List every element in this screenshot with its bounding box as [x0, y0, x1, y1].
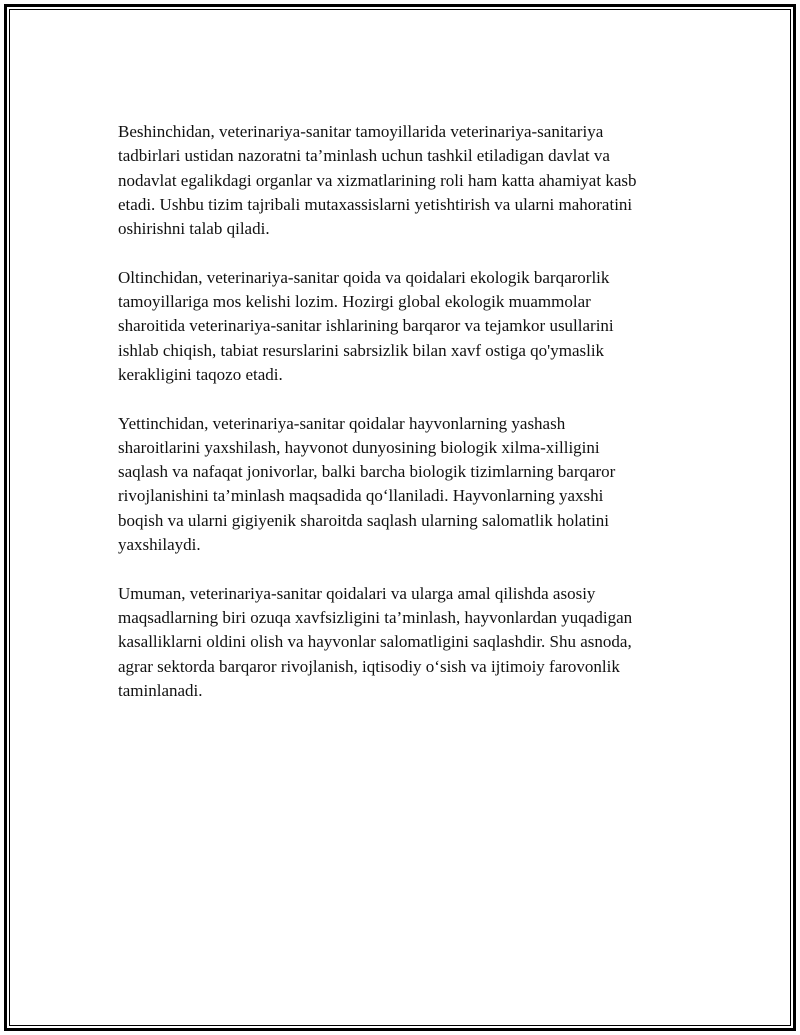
text-line: etadi. Ushbu tizim tajribali mutaxassislarni yetishtirish va ularni mahoratini [118, 194, 633, 214]
text-line: kerakligini taqozo etadi. [118, 364, 283, 384]
text-line: agrar sektorda barqaror rivojlanish, iqtisodiy o‘sish va ijtimoiy farovonlik [118, 656, 620, 676]
text-line: Umuman, veterinariya-sanitar qoidalari va ularga amal qilishda asosiy [118, 583, 596, 603]
paragraph-4 [118, 582, 698, 703]
text-line: Oltinchidan, veterinariya-sanitar qoida va qoidalari ekologik barqarorlik [118, 267, 610, 287]
text-line: kasalliklarni oldini olish va hayvonlar salomatligini saqlashdir. Shu asnoda, [118, 632, 632, 652]
paragraph-2 [118, 266, 698, 387]
text-line: tamoyillariga mos kelishi lozim. Hozirgi global ekologik muammolar [118, 292, 591, 312]
text-line: tadbirlari ustidan nazoratni ta’minlash uchun tashkil etiladigan davlat va [118, 146, 610, 166]
text-line: boqish va ularni gigiyenik sharoitda saqlash ularning salomatlik holatini [118, 510, 610, 530]
text-line: sharoitida veterinariya-sanitar ishlarining barqaror va tejamkor usullarini [118, 316, 614, 336]
text-line: maqsadlarning biri ozuqa xavfsizligini ta’minlash, hayvonlardan yuqadigan [118, 607, 633, 627]
document-page [4, 4, 796, 1031]
text-line: saqlash va nafaqat jonivorlar, balki barcha biologik tizimlarning barqaror [118, 462, 616, 482]
text-line: oshirishni talab qiladi. [118, 219, 270, 239]
paragraph-3 [118, 412, 698, 558]
paragraph-1 [118, 120, 698, 241]
text-line: Beshinchidan, veterinariya-sanitar tamoyillarida veterinariya-sanitariya [118, 122, 604, 141]
text-line: nodavlat egalikdagi organlar va xizmatlarining roli ham katta ahamiyat kasb [118, 170, 637, 190]
text-line: rivojlanishini ta’minlash maqsadida qo‘llaniladi. Hayvonlarning yaxshi [118, 486, 604, 506]
text-line: sharoitlarini yaxshilash, hayvonot dunyosining biologik xilma-xilligini [118, 437, 600, 457]
text-line: ishlab chiqish, tabiat resurslarini sabrsizlik bilan xavf ostiga qo'ymaslik [118, 340, 605, 360]
text-line: taminlanadi. [118, 680, 203, 700]
text-line: yaxshilaydi. [118, 535, 201, 555]
text-line: Yettinchidan, veterinariya-sanitar qoidalar hayvonlarning yashash [118, 413, 566, 433]
document-body [118, 120, 698, 727]
